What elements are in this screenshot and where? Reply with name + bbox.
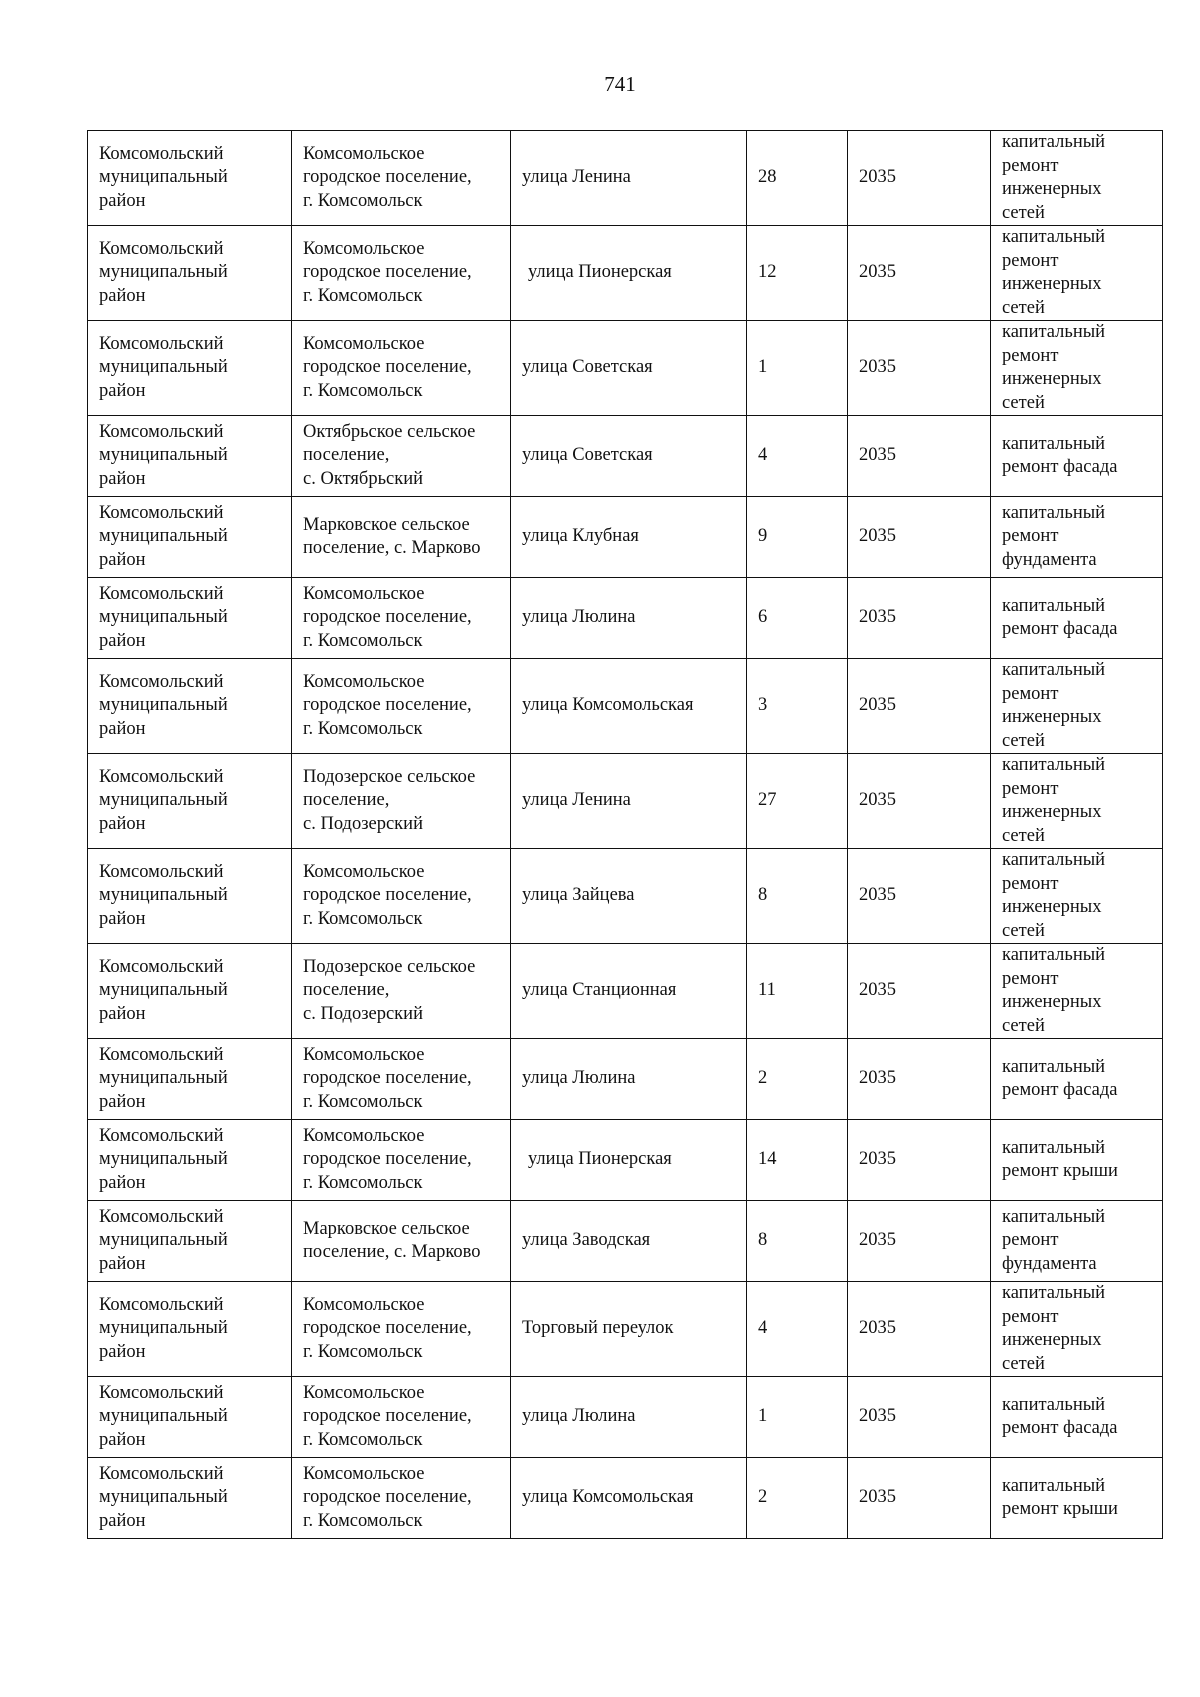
district-cell: [88, 659, 292, 754]
settlement-cell-line: Комсомольское: [303, 1382, 425, 1403]
district-cell-line: муниципальный: [99, 1318, 228, 1339]
district-cell-line: муниципальный: [99, 357, 228, 378]
district-cell-line: район: [99, 549, 146, 570]
settlement-cell-line: городское поселение,: [303, 262, 472, 283]
year-cell: 2035: [848, 578, 991, 659]
work-type-cell: [991, 416, 1163, 497]
district-cell-line: район: [99, 1172, 146, 1193]
street-cell: улица Комсомольская: [511, 659, 747, 754]
district-cell: [88, 416, 292, 497]
house-number-cell: 11: [747, 944, 848, 1039]
work-type-cell-line: инженерных: [1002, 369, 1102, 389]
house-number-cell: 14: [747, 1120, 848, 1201]
district-cell-line: район: [99, 1429, 146, 1450]
work-type-cell: [991, 321, 1163, 416]
work-type-cell-line: ремонт: [1002, 873, 1059, 894]
work-type-cell-line: капитальный: [1002, 502, 1106, 523]
district-cell: [88, 754, 292, 849]
table-row: [88, 849, 1163, 944]
table-row: [88, 1377, 1163, 1458]
street-cell: улица Люлина: [511, 578, 747, 659]
district-cell-line: Комсомольский: [99, 956, 224, 977]
settlement-cell-line: с. Октябрьский: [303, 468, 424, 489]
work-type-cell-line: капитальный: [1002, 1137, 1106, 1158]
work-type-cell-line: сетей: [1002, 297, 1045, 318]
settlement-cell: [292, 944, 511, 1039]
work-type-cell-line: капитальный: [1002, 755, 1106, 775]
settlement-cell-line: с. Подозерский: [303, 1003, 423, 1024]
settlement-cell: [292, 497, 511, 578]
settlement-cell-line: Подозерское сельское: [303, 956, 476, 977]
settlement-cell-line: Комсомольское: [303, 1463, 425, 1484]
work-type-cell-line: капитальный: [1002, 660, 1106, 680]
table-row: [88, 659, 1163, 754]
house-number-cell: 1: [747, 1377, 848, 1458]
work-type-cell-line: сетей: [1002, 730, 1045, 751]
district-cell-line: муниципальный: [99, 526, 228, 547]
settlement-cell-line: Комсомольское: [303, 1125, 425, 1146]
work-type-cell-line: инженерных: [1002, 274, 1102, 294]
district-cell-line: муниципальный: [99, 885, 228, 906]
settlement-cell-line: Октябрьское сельское: [303, 421, 476, 442]
street-cell: улица Зайцева: [511, 849, 747, 944]
district-cell-line: Комсомольский: [99, 671, 224, 692]
house-number-cell: 4: [747, 1282, 848, 1377]
house-number-cell: 9: [747, 497, 848, 578]
settlement-cell-line: Комсомольское: [303, 671, 425, 692]
settlement-cell-line: городское поселение,: [303, 695, 472, 716]
work-type-cell-line: капитальный: [1002, 227, 1106, 247]
work-type-cell-line: капитальный: [1002, 433, 1106, 454]
street-cell: улица Клубная: [511, 497, 747, 578]
work-type-cell: [991, 659, 1163, 754]
district-cell: [88, 1377, 292, 1458]
work-type-cell-line: фундамента: [1002, 1253, 1097, 1274]
settlement-cell-line: г. Комсомольск: [303, 908, 423, 929]
work-type-cell: [991, 849, 1163, 944]
district-cell-line: район: [99, 908, 146, 929]
settlement-cell-line: г. Комсомольск: [303, 1510, 423, 1531]
house-number-cell: 27: [747, 754, 848, 849]
table-row: [88, 1458, 1163, 1539]
settlement-cell: [292, 131, 511, 226]
street-cell: улица Люлина: [511, 1039, 747, 1120]
settlement-cell-line: городское поселение,: [303, 1406, 472, 1427]
table-row: [88, 944, 1163, 1039]
work-type-cell-line: капитальный: [1002, 1475, 1106, 1496]
street-cell: улица Советская: [511, 416, 747, 497]
work-type-cell-line: капитальный: [1002, 1206, 1106, 1227]
work-type-cell-line: ремонт: [1002, 345, 1059, 366]
work-type-cell-line: сетей: [1002, 825, 1045, 846]
settlement-cell: [292, 1039, 511, 1120]
work-type-cell-line: фундамента: [1002, 549, 1097, 570]
district-cell: [88, 849, 292, 944]
house-number-cell: 3: [747, 659, 848, 754]
district-cell-line: Комсомольский: [99, 238, 224, 259]
work-type-cell-line: капитальный: [1002, 1056, 1106, 1077]
work-type-cell-line: капитальный: [1002, 850, 1106, 870]
work-type-cell: [991, 754, 1163, 849]
district-cell-line: Комсомольский: [99, 1206, 224, 1227]
district-cell: [88, 497, 292, 578]
table-row: [88, 1282, 1163, 1377]
street-cell: Торговый переулок: [511, 1282, 747, 1377]
work-type-cell-line: ремонт крыши: [1002, 1499, 1118, 1519]
year-cell: 2035: [848, 131, 991, 226]
table-row: [88, 578, 1163, 659]
table-row: [88, 754, 1163, 849]
settlement-cell: [292, 1120, 511, 1201]
settlement-cell-line: Марковское сельское: [303, 514, 470, 535]
settlement-cell-line: г. Комсомольск: [303, 190, 423, 211]
work-type-cell-line: ремонт: [1002, 526, 1059, 547]
work-type-cell-line: инженерных: [1002, 707, 1102, 727]
house-number-cell: 8: [747, 849, 848, 944]
work-type-cell-line: капитальный: [1002, 322, 1106, 342]
house-number-cell: 1: [747, 321, 848, 416]
settlement-cell: [292, 321, 511, 416]
street-cell: улица Люлина: [511, 1377, 747, 1458]
district-cell-line: район: [99, 1091, 146, 1112]
work-type-cell-line: ремонт: [1002, 155, 1059, 176]
settlement-cell-line: Комсомольское: [303, 238, 425, 259]
work-type-cell-line: ремонт фасада: [1002, 1080, 1118, 1100]
work-type-cell-line: ремонт фасада: [1002, 457, 1118, 477]
street-cell: улица Ленина: [511, 754, 747, 849]
year-cell: 2035: [848, 226, 991, 321]
settlement-cell-line: Марковское сельское: [303, 1218, 470, 1239]
table-row: [88, 1039, 1163, 1120]
year-cell: 2035: [848, 321, 991, 416]
street-cell: улица Станционная: [511, 944, 747, 1039]
work-type-cell-line: ремонт: [1002, 968, 1059, 989]
year-cell: 2035: [848, 1039, 991, 1120]
year-cell: 2035: [848, 944, 991, 1039]
work-type-cell-line: инженерных: [1002, 992, 1102, 1012]
settlement-cell-line: поселение, с. Марково: [303, 1242, 481, 1262]
settlement-cell: [292, 659, 511, 754]
district-cell-line: район: [99, 285, 146, 306]
district-cell-line: Комсомольский: [99, 1125, 224, 1146]
settlement-cell: [292, 754, 511, 849]
work-type-cell-line: ремонт: [1002, 1306, 1059, 1327]
settlement-cell-line: г. Комсомольск: [303, 718, 423, 739]
work-type-cell-line: сетей: [1002, 202, 1045, 223]
work-type-cell-line: капитальный: [1002, 945, 1106, 965]
work-type-cell: [991, 1377, 1163, 1458]
house-number-cell: 2: [747, 1458, 848, 1539]
settlement-cell: [292, 226, 511, 321]
district-cell-line: Комсомольский: [99, 583, 224, 604]
district-cell-line: Комсомольский: [99, 1463, 224, 1484]
settlement-cell-line: поселение,: [303, 790, 390, 811]
work-type-cell-line: ремонт: [1002, 683, 1059, 704]
house-number-cell: 28: [747, 131, 848, 226]
work-type-cell-line: ремонт крыши: [1002, 1161, 1118, 1181]
work-type-cell-line: ремонт: [1002, 778, 1059, 799]
district-cell: [88, 944, 292, 1039]
district-cell-line: муниципальный: [99, 262, 228, 283]
settlement-cell-line: поселение,: [303, 980, 390, 1001]
year-cell: 2035: [848, 416, 991, 497]
district-cell-line: муниципальный: [99, 1230, 228, 1251]
district-cell-line: район: [99, 1253, 146, 1274]
year-cell: 2035: [848, 1120, 991, 1201]
work-type-cell-line: сетей: [1002, 920, 1045, 941]
table-row: [88, 321, 1163, 416]
table-row: [88, 131, 1163, 226]
district-cell-line: муниципальный: [99, 980, 228, 1001]
work-type-cell: [991, 1282, 1163, 1377]
settlement-cell-line: г. Комсомольск: [303, 630, 423, 651]
year-cell: 2035: [848, 1282, 991, 1377]
street-cell: улица Заводская: [511, 1201, 747, 1282]
district-cell: [88, 1201, 292, 1282]
table-row: [88, 1201, 1163, 1282]
district-cell-line: муниципальный: [99, 445, 228, 466]
work-type-cell-line: инженерных: [1002, 897, 1102, 917]
settlement-cell-line: Комсомольское: [303, 1044, 425, 1065]
work-type-cell: [991, 131, 1163, 226]
house-number-cell: 6: [747, 578, 848, 659]
settlement-cell-line: г. Комсомольск: [303, 1341, 423, 1362]
settlement-cell-line: поселение, с. Марково: [303, 538, 481, 558]
settlement-cell-line: городское поселение,: [303, 1487, 472, 1508]
work-type-cell-line: ремонт: [1002, 250, 1059, 271]
work-type-cell: [991, 497, 1163, 578]
district-cell-line: Комсомольский: [99, 1294, 224, 1315]
district-cell-line: район: [99, 630, 146, 651]
street-cell: улица Ленина: [511, 131, 747, 226]
district-cell-line: Комсомольский: [99, 502, 224, 523]
settlement-cell-line: г. Комсомольск: [303, 1172, 423, 1193]
work-type-cell: [991, 944, 1163, 1039]
settlement-cell-line: Комсомольское: [303, 143, 425, 164]
settlement-cell-line: поселение,: [303, 445, 390, 466]
district-cell: [88, 1039, 292, 1120]
year-cell: 2035: [848, 1201, 991, 1282]
year-cell: 2035: [848, 1377, 991, 1458]
work-type-cell-line: инженерных: [1002, 802, 1102, 822]
settlement-cell: [292, 416, 511, 497]
settlement-cell-line: г. Комсомольск: [303, 380, 423, 401]
work-type-cell-line: ремонт: [1002, 1230, 1059, 1251]
work-type-cell: [991, 1458, 1163, 1539]
year-cell: 2035: [848, 497, 991, 578]
page-number: 741: [604, 72, 636, 96]
year-cell: 2035: [848, 659, 991, 754]
settlement-cell: [292, 849, 511, 944]
work-type-cell-line: капитальный: [1002, 1394, 1106, 1415]
table-row: [88, 226, 1163, 321]
district-cell-line: Комсомольский: [99, 1382, 224, 1403]
district-cell-line: муниципальный: [99, 1406, 228, 1427]
settlement-cell-line: г. Комсомольск: [303, 1091, 423, 1112]
district-cell-line: Комсомольский: [99, 143, 224, 164]
work-type-cell-line: капитальный: [1002, 132, 1106, 152]
settlement-cell-line: городское поселение,: [303, 1068, 472, 1089]
settlement-cell-line: Комсомольское: [303, 1294, 425, 1315]
work-type-cell: [991, 578, 1163, 659]
settlement-cell-line: городское поселение,: [303, 1318, 472, 1339]
work-type-cell: [991, 226, 1163, 321]
settlement-cell: [292, 1201, 511, 1282]
district-cell-line: муниципальный: [99, 607, 228, 628]
year-cell: 2035: [848, 849, 991, 944]
work-type-cell: [991, 1120, 1163, 1201]
settlement-cell-line: Комсомольское: [303, 333, 425, 354]
district-cell-line: район: [99, 1341, 146, 1362]
street-cell: улица Советская: [511, 321, 747, 416]
year-cell: 2035: [848, 1458, 991, 1539]
street-cell: улица Пионерская: [511, 226, 747, 321]
work-type-cell: [991, 1201, 1163, 1282]
house-number-cell: 2: [747, 1039, 848, 1120]
district-cell: [88, 1458, 292, 1539]
district-cell-line: район: [99, 718, 146, 739]
district-cell-line: район: [99, 468, 146, 489]
work-type-cell-line: капитальный: [1002, 595, 1106, 616]
table-body: [88, 131, 1163, 1539]
district-cell: [88, 131, 292, 226]
settlement-cell-line: Подозерское сельское: [303, 766, 476, 787]
street-cell: улица Комсомольская: [511, 1458, 747, 1539]
district-cell-line: муниципальный: [99, 1149, 228, 1170]
district-cell: [88, 578, 292, 659]
district-cell-line: район: [99, 813, 146, 834]
settlement-cell-line: городское поселение,: [303, 885, 472, 906]
settlement-cell: [292, 1377, 511, 1458]
settlement-cell-line: городское поселение,: [303, 167, 472, 188]
district-cell-line: Комсомольский: [99, 861, 224, 882]
house-number-cell: 12: [747, 226, 848, 321]
work-type-cell-line: сетей: [1002, 1353, 1045, 1374]
house-number-cell: 4: [747, 416, 848, 497]
district-cell-line: район: [99, 190, 146, 211]
work-type-cell-line: инженерных: [1002, 179, 1102, 199]
district-cell: [88, 226, 292, 321]
district-cell-line: муниципальный: [99, 1068, 228, 1089]
settlement-cell: [292, 1282, 511, 1377]
district-cell-line: муниципальный: [99, 1487, 228, 1508]
settlement-cell-line: городское поселение,: [303, 1149, 472, 1170]
district-cell: [88, 321, 292, 416]
settlement-cell-line: Комсомольское: [303, 583, 425, 604]
table-row: [88, 1120, 1163, 1201]
work-type-cell-line: сетей: [1002, 1015, 1045, 1036]
district-cell-line: район: [99, 1003, 146, 1024]
work-type-cell-line: инженерных: [1002, 1330, 1102, 1350]
district-cell-line: район: [99, 1510, 146, 1531]
district-cell-line: Комсомольский: [99, 333, 224, 354]
settlement-cell-line: г. Комсомольск: [303, 285, 423, 306]
district-cell-line: муниципальный: [99, 167, 228, 188]
work-type-cell-line: капитальный: [1002, 1283, 1106, 1303]
house-number-cell: 8: [747, 1201, 848, 1282]
district-cell-line: Комсомольский: [99, 1044, 224, 1065]
work-type-cell-line: сетей: [1002, 392, 1045, 413]
street-cell: улица Пионерская: [511, 1120, 747, 1201]
settlement-cell-line: городское поселение,: [303, 607, 472, 628]
table-row: [88, 497, 1163, 578]
table-row: [88, 416, 1163, 497]
district-cell-line: Комсомольский: [99, 421, 224, 442]
district-cell-line: муниципальный: [99, 790, 228, 811]
work-type-cell: [991, 1039, 1163, 1120]
settlement-cell-line: с. Подозерский: [303, 813, 423, 834]
settlement-cell-line: городское поселение,: [303, 357, 472, 378]
district-cell: [88, 1282, 292, 1377]
settlement-cell-line: г. Комсомольск: [303, 1429, 423, 1450]
work-type-cell-line: ремонт фасада: [1002, 1418, 1118, 1438]
settlement-cell-line: Комсомольское: [303, 861, 425, 882]
repair-schedule-table: [87, 130, 1163, 1539]
district-cell-line: муниципальный: [99, 695, 228, 716]
district-cell-line: район: [99, 380, 146, 401]
year-cell: 2035: [848, 754, 991, 849]
district-cell: [88, 1120, 292, 1201]
work-type-cell-line: ремонт фасада: [1002, 619, 1118, 639]
district-cell-line: Комсомольский: [99, 766, 224, 787]
settlement-cell: [292, 1458, 511, 1539]
settlement-cell: [292, 578, 511, 659]
